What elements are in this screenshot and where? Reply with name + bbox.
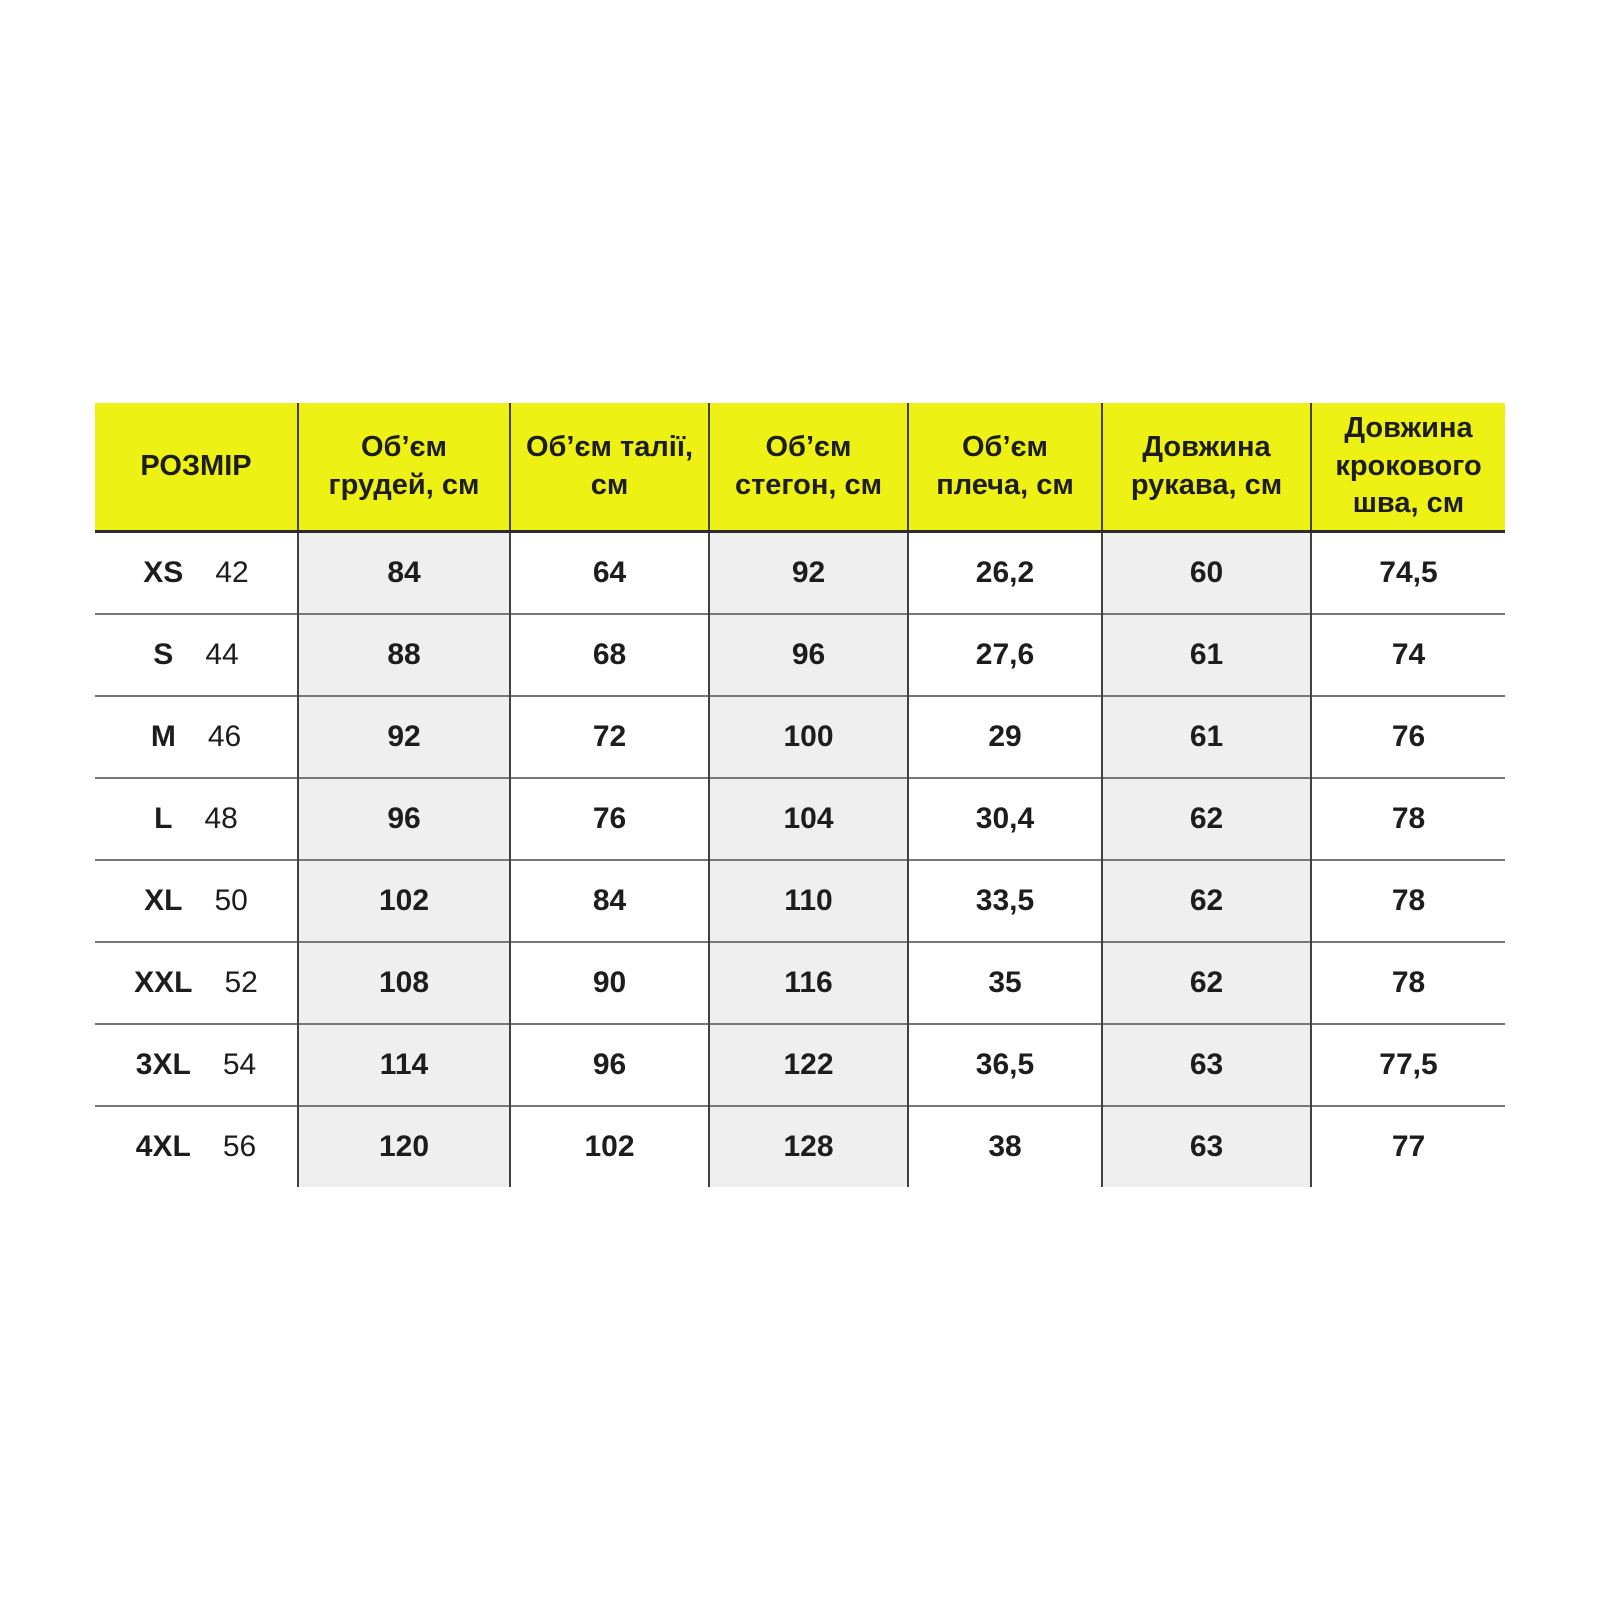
header-inseam-length: Довжина крокового шва, см xyxy=(1311,403,1505,532)
size-number: 48 xyxy=(204,802,238,835)
cell-chest: 102 xyxy=(298,860,510,942)
cell-hips: 96 xyxy=(709,614,908,696)
cell-sleeve: 62 xyxy=(1102,778,1311,860)
cell-shoulder: 30,4 xyxy=(908,778,1102,860)
cell-waist: 84 xyxy=(510,860,709,942)
cell-sleeve: 61 xyxy=(1102,696,1311,778)
cell-sleeve: 61 xyxy=(1102,614,1311,696)
cell-shoulder: 27,6 xyxy=(908,614,1102,696)
cell-hips: 110 xyxy=(709,860,908,942)
size-cell xyxy=(95,942,298,1024)
cell-shoulder: 33,5 xyxy=(908,860,1102,942)
size-label: S xyxy=(153,638,174,671)
cell-hips: 100 xyxy=(709,696,908,778)
size-cell xyxy=(95,614,298,696)
header-hips: Об’єм стегон, см xyxy=(709,403,908,532)
size-cell xyxy=(95,1024,298,1106)
size-number: 42 xyxy=(215,556,249,589)
size-label: 4XL xyxy=(135,1130,191,1163)
size-label: XS xyxy=(143,556,184,589)
cell-sleeve: 62 xyxy=(1102,942,1311,1024)
size-number: 56 xyxy=(222,1130,257,1163)
size-number: 52 xyxy=(224,966,258,999)
cell-shoulder: 36,5 xyxy=(908,1024,1102,1106)
cell-chest: 108 xyxy=(298,942,510,1024)
size-cell xyxy=(95,778,298,860)
table-row-xs xyxy=(95,532,1505,615)
header-sleeve-length: Довжина рукава, см xyxy=(1102,403,1311,532)
header-row xyxy=(95,403,1505,532)
table-row-xl xyxy=(95,860,1505,942)
cell-inseam: 78 xyxy=(1311,942,1505,1024)
cell-hips: 116 xyxy=(709,942,908,1024)
cell-chest: 92 xyxy=(298,696,510,778)
size-cell xyxy=(95,532,298,615)
cell-chest: 114 xyxy=(298,1024,510,1106)
cell-hips: 122 xyxy=(709,1024,908,1106)
cell-inseam: 74,5 xyxy=(1311,532,1505,615)
size-label: M xyxy=(150,720,176,753)
size-label: XXL xyxy=(134,966,193,999)
cell-inseam: 76 xyxy=(1311,696,1505,778)
cell-shoulder: 26,2 xyxy=(908,532,1102,615)
cell-sleeve: 63 xyxy=(1102,1024,1311,1106)
cell-waist: 76 xyxy=(510,778,709,860)
cell-inseam: 78 xyxy=(1311,778,1505,860)
table-row-xxl xyxy=(95,942,1505,1024)
size-number: 46 xyxy=(207,720,242,753)
cell-sleeve: 62 xyxy=(1102,860,1311,942)
cell-inseam: 78 xyxy=(1311,860,1505,942)
cell-hips: 128 xyxy=(709,1106,908,1187)
size-number: 54 xyxy=(222,1048,257,1081)
cell-chest: 120 xyxy=(298,1106,510,1187)
size-number: 50 xyxy=(214,884,248,917)
size-cell xyxy=(95,696,298,778)
cell-inseam: 77,5 xyxy=(1311,1024,1505,1106)
cell-waist: 64 xyxy=(510,532,709,615)
cell-shoulder: 38 xyxy=(908,1106,1102,1187)
cell-waist: 90 xyxy=(510,942,709,1024)
cell-waist: 102 xyxy=(510,1106,709,1187)
header-waist: Об’єм талії, см xyxy=(510,403,709,532)
size-label: XL xyxy=(144,884,183,917)
table-row-3xl xyxy=(95,1024,1505,1106)
size-number: 44 xyxy=(205,638,239,671)
table-row-l xyxy=(95,778,1505,860)
size-chart xyxy=(95,403,1505,1187)
cell-waist: 72 xyxy=(510,696,709,778)
cell-hips: 104 xyxy=(709,778,908,860)
cell-waist: 68 xyxy=(510,614,709,696)
cell-inseam: 74 xyxy=(1311,614,1505,696)
cell-sleeve: 60 xyxy=(1102,532,1311,615)
table-row-s xyxy=(95,614,1505,696)
cell-hips: 92 xyxy=(709,532,908,615)
cell-waist: 96 xyxy=(510,1024,709,1106)
size-chart-table xyxy=(95,403,1505,1187)
header-size: РОЗМІР xyxy=(95,403,298,532)
cell-shoulder: 29 xyxy=(908,696,1102,778)
size-cell xyxy=(95,860,298,942)
size-label: 3XL xyxy=(135,1048,191,1081)
size-cell xyxy=(95,1106,298,1187)
cell-chest: 88 xyxy=(298,614,510,696)
table-row-m xyxy=(95,696,1505,778)
table-row-4xl xyxy=(95,1106,1505,1187)
cell-inseam: 77 xyxy=(1311,1106,1505,1187)
header-chest: Об’єм грудей, см xyxy=(298,403,510,532)
cell-shoulder: 35 xyxy=(908,942,1102,1024)
cell-chest: 84 xyxy=(298,532,510,615)
size-label: L xyxy=(154,802,173,835)
cell-chest: 96 xyxy=(298,778,510,860)
cell-sleeve: 63 xyxy=(1102,1106,1311,1187)
header-shoulder: Об’єм плеча, см xyxy=(908,403,1102,532)
